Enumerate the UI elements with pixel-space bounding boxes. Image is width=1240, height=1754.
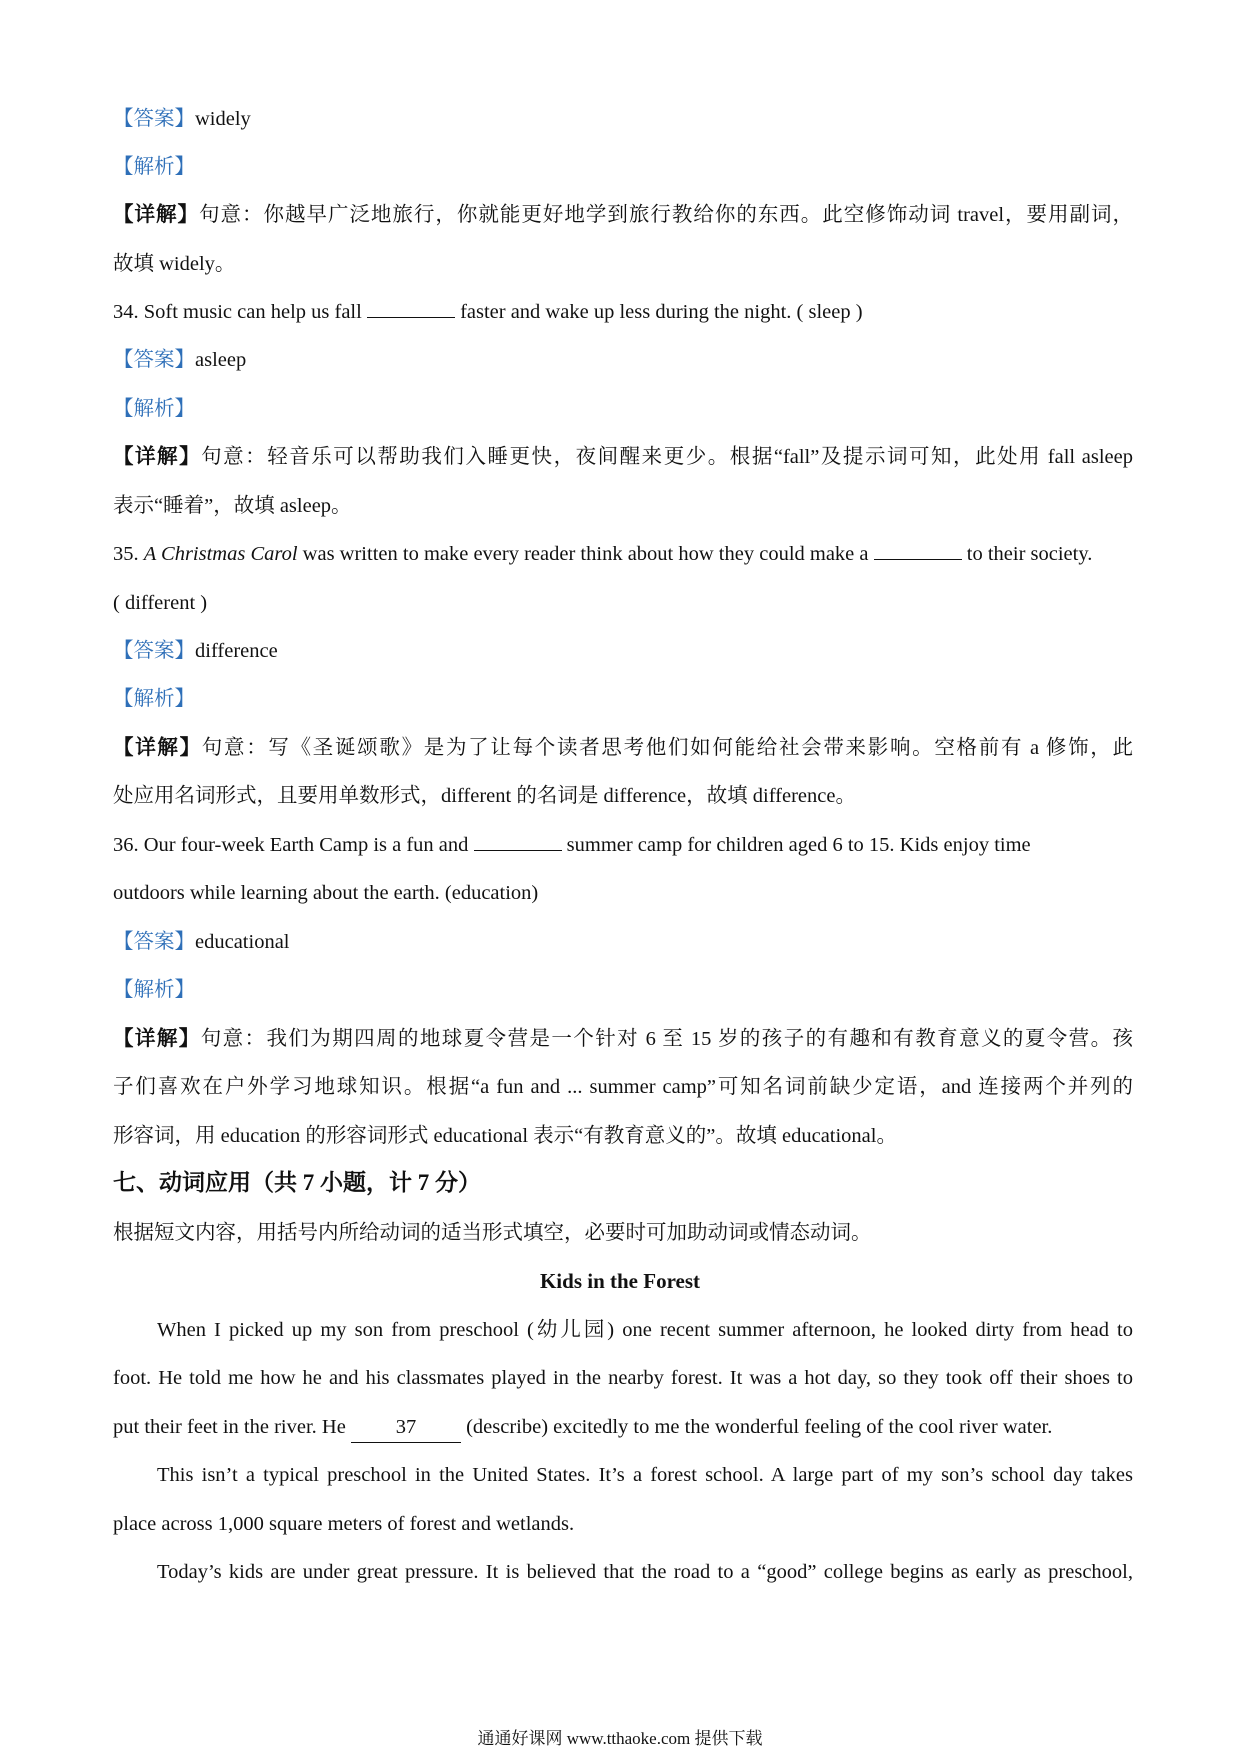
q33-analysis-line <box>113 152 1133 182</box>
q35-detail-line-1 <box>113 733 1133 763</box>
q36-detail-text-2: 子们喜欢在户外学习地球知识。根据“a fun and ... summer camp”可知名词前缺少定语，and 连接两个并列的 <box>113 1076 1133 1098</box>
q33-detail-text-2: 故填 widely。 <box>113 253 236 275</box>
q36-question-line-2 <box>113 878 1133 908</box>
q36-question-post: summer camp for children aged 6 to 15. Kids enjoy time <box>566 834 1031 856</box>
q35-answer: difference <box>195 640 278 662</box>
section-heading <box>113 1168 1133 1198</box>
detail-tag: 【详解】 <box>113 446 202 468</box>
footer-credit: 通通好课网 www.tthaoke.com 提供下载 <box>477 1729 763 1748</box>
q36-detail-text-1: 句意：我们为期四周的地球夏令营是一个针对 6 至 15 岁的孩子的有趣和有教育意义的夏令营。孩 <box>200 1028 1134 1050</box>
passage-p1-text-3-pre: put their feet in the river. He <box>113 1416 346 1438</box>
q34-question-post: faster and wake up less during the night. ( sleep ) <box>460 301 863 323</box>
q33-detail-line-1 <box>113 200 1133 230</box>
q34-detail-line-1 <box>113 442 1133 472</box>
section-heading-text: 七、动词应用（共 7 小题，计 7 分） <box>113 1170 481 1195</box>
answer-tag: 【答案】 <box>113 931 195 953</box>
q35-book-title: A Christmas Carol <box>143 543 298 565</box>
q35-detail-line-2 <box>113 781 1133 811</box>
q36-answer: educational <box>195 931 290 953</box>
q35-detail-text-2: 处应用名词形式，且要用单数形式，different 的名词是 difference，故填 difference。 <box>113 785 856 807</box>
q36-detail-text-3: 形容词，用 education 的形容词形式 educational 表示“有教育意义的”。故填 educational。 <box>113 1125 897 1147</box>
q35-question <box>113 539 1133 569</box>
q34-detail-text-1: 句意：轻音乐可以帮助我们入睡更快，夜间醒来更少。根据“fall”及提示词可知，此处用 fall asleep <box>201 446 1134 468</box>
q36-detail-line-2 <box>113 1072 1133 1102</box>
q33-detail-line-2 <box>113 249 1133 279</box>
q35-analysis-line <box>113 684 1133 714</box>
passage-p1-line-3 <box>113 1412 1133 1443</box>
passage-p1-text-3-post: (describe) excitedly to me the wonderful feeling of the cool river water. <box>466 1416 1053 1438</box>
passage-p2-line-1 <box>113 1460 1133 1490</box>
q35-answer-line <box>113 636 1133 666</box>
answer-tag: 【答案】 <box>113 108 195 130</box>
q36-question <box>113 830 1133 860</box>
blank-37: 37 <box>351 1412 461 1443</box>
section-instruction-text: 根据短文内容，用括号内所给动词的适当形式填空，必要时可加助动词或情态动词。 <box>113 1222 872 1244</box>
q35-hint-line <box>113 588 1133 618</box>
passage-p1-text-1: When I picked up my son from preschool (幼儿园) one recent summer afternoon, he looked dirty from head to <box>157 1319 1133 1341</box>
q33-answer-line <box>113 104 1133 134</box>
passage-p1-line-2 <box>113 1363 1133 1393</box>
q34-question-pre: 34. Soft music can help us fall <box>113 301 362 323</box>
passage-p3-line-1 <box>113 1557 1133 1587</box>
answer-tag: 【答案】 <box>113 349 195 371</box>
q36-detail-line-3 <box>113 1121 1133 1151</box>
q35-question-pre: was written to make every reader think about how they could make a <box>302 543 869 565</box>
q35-hint: ( different ) <box>113 592 208 614</box>
q36-analysis-line <box>113 975 1133 1005</box>
q34-analysis-line <box>113 394 1133 424</box>
q34-answer-line <box>113 345 1133 375</box>
detail-tag: 【详解】 <box>113 204 199 226</box>
q34-detail-line-2 <box>113 491 1133 521</box>
passage-p1-text-2: foot. He told me how he and his classmates played in the nearby forest. It was a hot day, so they took off their shoes to <box>113 1367 1133 1389</box>
q35-detail-text-1: 句意：写《圣诞颂歌》是为了让每个读者思考他们如何能给社会带来影响。空格前有 a 修饰，此 <box>201 737 1133 759</box>
q36-detail-line-1 <box>113 1024 1133 1054</box>
detail-tag: 【详解】 <box>113 1028 201 1050</box>
q35-question-post: to their society. <box>966 543 1093 565</box>
analysis-tag: 【解析】 <box>113 688 195 710</box>
passage-p3-text-1: Today’s kids are under great pressure. It is believed that the road to a “good” college begins as early as preschool, <box>157 1561 1133 1583</box>
q34-question <box>113 297 1133 327</box>
passage-p2-line-2 <box>113 1509 1133 1539</box>
passage-p2-text-1: This isn’t a typical preschool in the United States. It’s a forest school. A large part of my son’s school day takes <box>157 1464 1133 1486</box>
analysis-tag: 【解析】 <box>113 156 195 178</box>
answer-tag: 【答案】 <box>113 640 195 662</box>
passage-p2-text-2: place across 1,000 square meters of forest and wetlands. <box>113 1513 575 1535</box>
q34-answer: asleep <box>195 349 247 371</box>
analysis-tag: 【解析】 <box>113 979 195 1001</box>
q34-blank <box>367 299 455 318</box>
q36-question-pre: 36. Our four-week Earth Camp is a fun and <box>113 834 469 856</box>
q36-question-text-2: outdoors while learning about the earth. (education) <box>113 882 539 904</box>
q33-detail-text-1: 句意：你越早广泛地旅行，你就能更好地学到旅行教给你的东西。此空修饰动词 travel，要用副词， <box>198 204 1134 226</box>
passage-p1-line-1 <box>113 1315 1133 1345</box>
q34-detail-text-2: 表示“睡着”，故填 asleep。 <box>113 495 352 517</box>
section-instruction <box>113 1218 1133 1248</box>
q35-question-num: 35. <box>113 543 139 565</box>
passage-title: Kids in the Forest <box>539 1269 701 1293</box>
q35-blank <box>874 541 962 560</box>
q36-blank <box>474 832 562 851</box>
q33-answer: widely <box>195 108 251 130</box>
detail-tag: 【详解】 <box>113 737 202 759</box>
analysis-tag: 【解析】 <box>113 398 195 420</box>
q36-answer-line <box>113 927 1133 957</box>
